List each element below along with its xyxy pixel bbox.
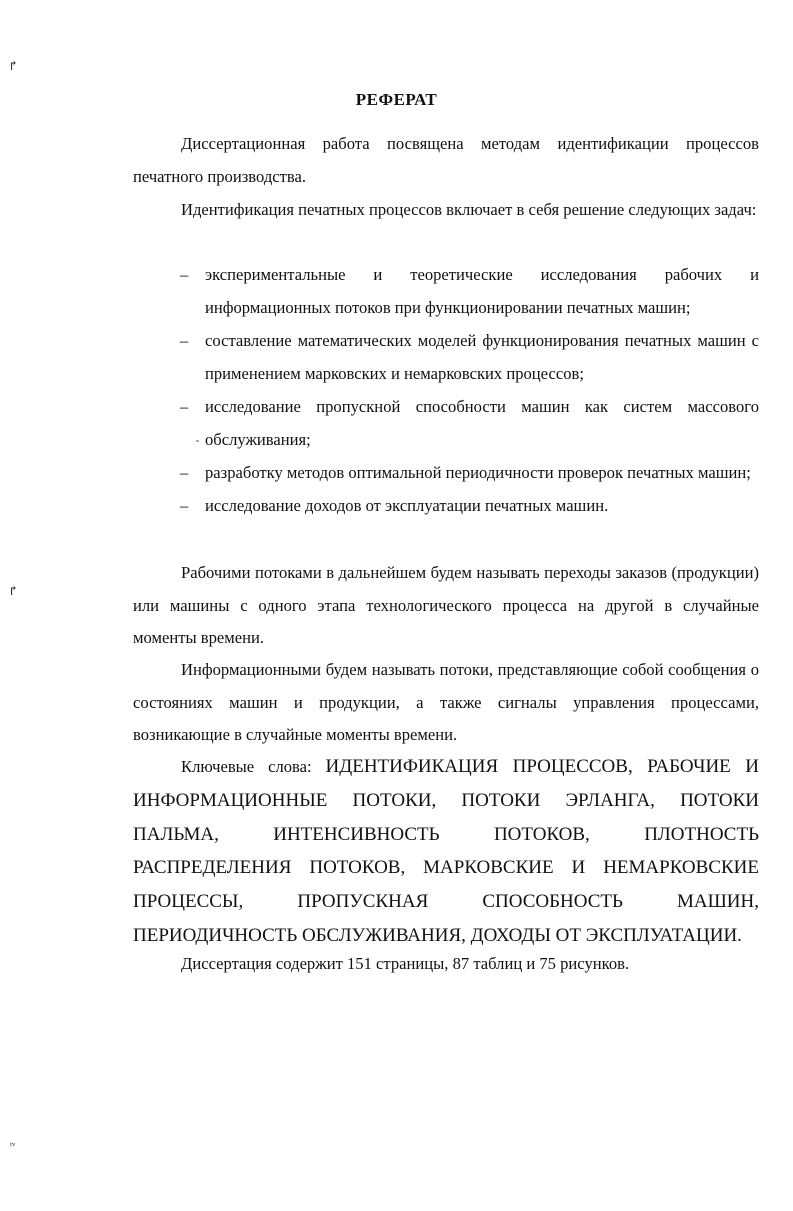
scan-mark-bottom-left-icon: ᵗᵛ bbox=[10, 1140, 16, 1152]
list-item bbox=[133, 456, 759, 489]
list-dash: – bbox=[180, 463, 189, 482]
paragraph-info-flows: Информационными будем называть потоки, представляющие собой сообщения о состояниях машин и продукции, а также сигналы управления процессами, возникающие в случайные моменты времени. bbox=[133, 660, 759, 744]
list-dash: – bbox=[180, 331, 189, 350]
paragraph-work-flows: Рабочими потоками в дальнейшем будем называть переходы заказов (продукции) или машины с одного этапа технологического процесса на другой в случайные моменты времени. bbox=[133, 563, 759, 647]
list-dash: – bbox=[180, 496, 189, 515]
paragraph-tasks-intro: Идентификация печатных процессов включает в себя решение следующих задач: bbox=[181, 200, 757, 219]
task-text: исследование пропускной способности машин как систем массового обслуживания; bbox=[205, 397, 759, 449]
tasks-list bbox=[133, 258, 759, 522]
list-item bbox=[133, 390, 759, 456]
list-dash: – bbox=[180, 397, 189, 416]
scan-mark-top-left-icon: ↱ bbox=[8, 58, 19, 73]
keywords-label: Ключевые слова: bbox=[181, 757, 312, 776]
paragraph-keywords bbox=[133, 750, 759, 953]
list-dash: – bbox=[180, 265, 189, 284]
paragraph-intro: Диссертационная работа посвящена методам идентификации процессов печатного производства. bbox=[133, 134, 759, 186]
keywords-text: ИДЕНТИФИКАЦИЯ ПРОЦЕССОВ, РАБОЧИЕ И ИНФОРМАЦИОННЫЕ ПОТОКИ, ПОТОКИ ЭРЛАНГА, ПОТОКИ ПАЛЬМА, ИНТЕНСИВНОСТЬ ПОТОКОВ, ПЛОТНОСТЬ РАСПРЕДЕЛЕНИЯ ПОТОКОВ, МАРКОВСКИЕ И НЕМАРКОВСКИЕ ПРОЦЕССЫ, ПРОПУСКНАЯ СПОСОБНОСТЬ МАШИН, ПЕРИОДИЧНОСТЬ ОБСЛУЖИВАНИЯ, ДОХОДЫ ОТ ЭКСПЛУАТАЦИИ. bbox=[133, 756, 760, 946]
scan-mark-middle-left-icon: ↱ bbox=[8, 583, 19, 598]
list-item bbox=[133, 258, 759, 324]
task-text: экспериментальные и теоретические исследования рабочих и информационных потоков при функционировании печатных машин; bbox=[205, 265, 759, 317]
task-text: составление математических моделей функционирования печатных машин с применением марковских и немарковских процессов; bbox=[205, 331, 759, 383]
task-text: исследование доходов от эксплуатации печатных машин. bbox=[205, 496, 609, 515]
page-title: РЕФЕРАТ bbox=[355, 90, 438, 109]
list-item bbox=[133, 489, 759, 522]
list-item bbox=[133, 324, 759, 390]
paragraph-stats: Диссертация содержит 151 страницы, 87 таблиц и 75 рисунков. bbox=[181, 954, 630, 973]
task-text: разработку методов оптимальной периодичности проверок печатных машин; bbox=[205, 463, 751, 482]
